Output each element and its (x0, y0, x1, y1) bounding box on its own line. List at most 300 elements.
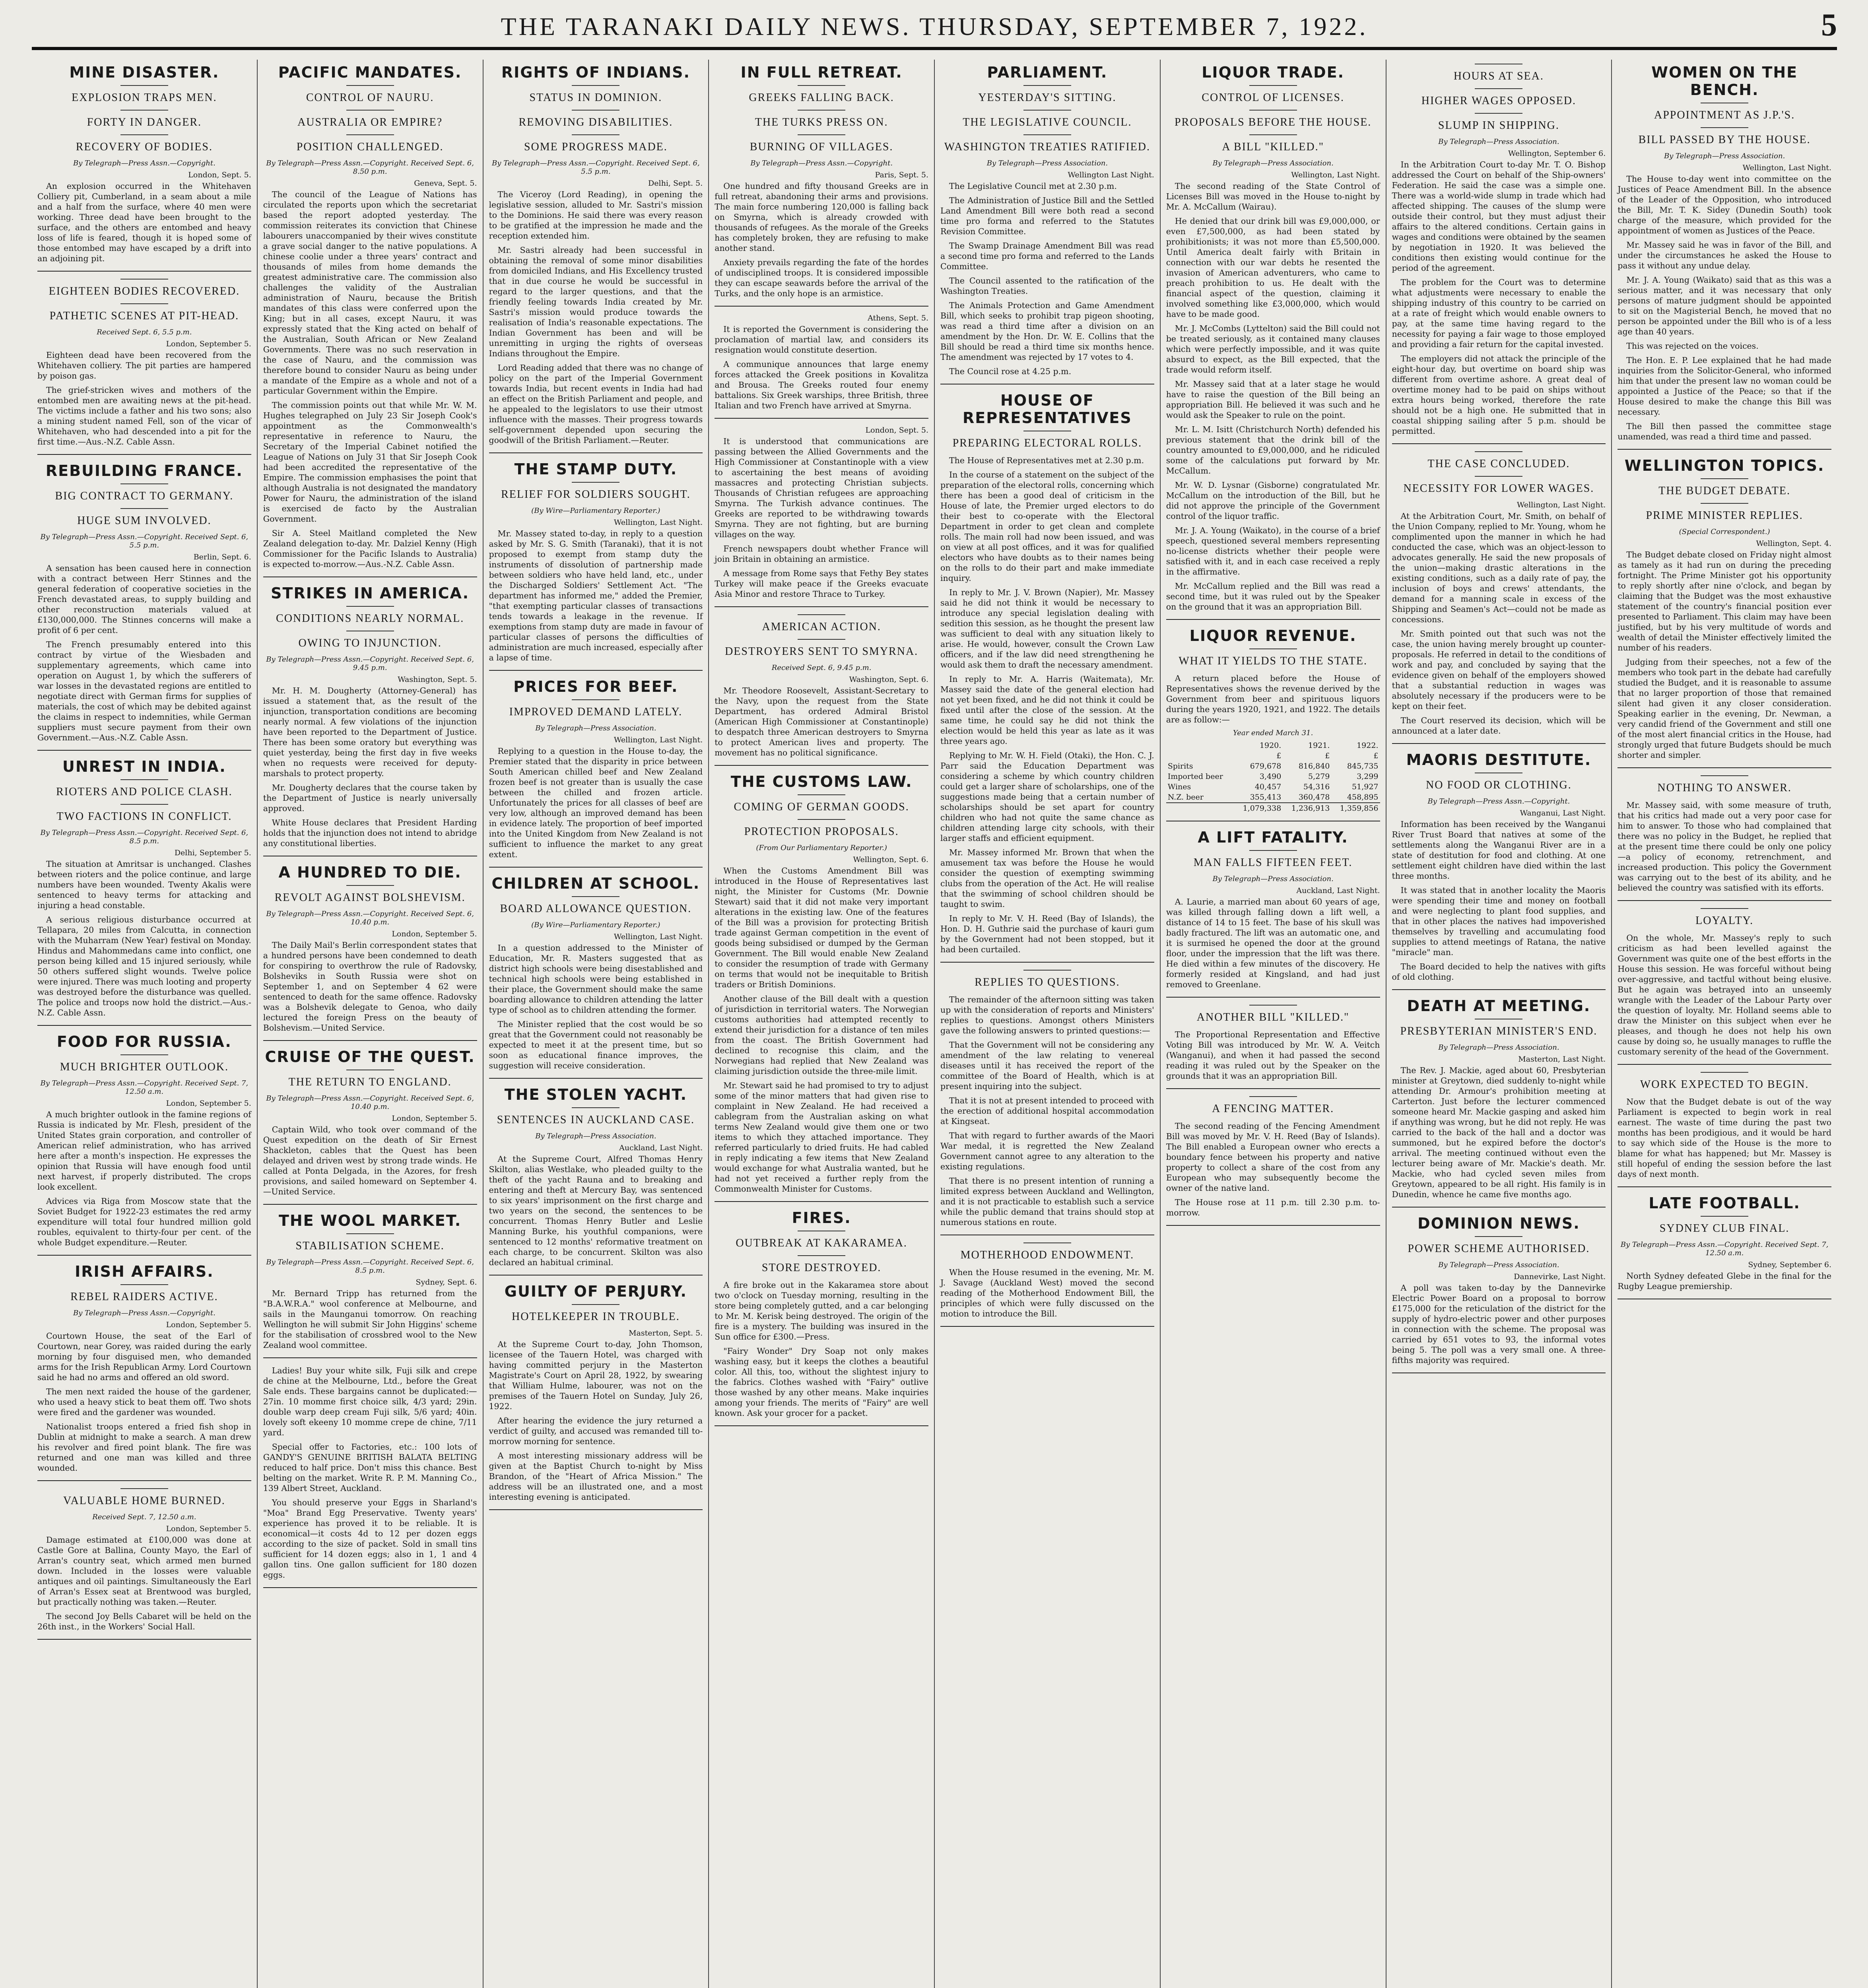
place-date: Wanganui, Last Night. (1520, 809, 1606, 817)
article-end-rule (263, 1204, 477, 1205)
article-end-rule (37, 271, 251, 272)
column-7 (1386, 60, 1612, 1988)
divider (1701, 1216, 1748, 1217)
article-headline: PACIFIC MANDATES. (278, 64, 462, 81)
article (263, 1048, 477, 1205)
divider (572, 896, 619, 897)
table-row (1166, 771, 1380, 782)
article-end-rule (940, 1326, 1154, 1327)
divider (1249, 648, 1297, 649)
table-cell: Imported beer (1167, 772, 1223, 781)
paragraph: Sir A. Steel Maitland completed the New Zealand delegation to-day. Mr. Dalziel Kenny (High Commissioner for the Pacific Islands to Australia) is expected to-morrow.—Aus.-N.Z. Cable Assn. (263, 528, 477, 569)
paragraph: Mr. Dougherty declares that the course taken by the Department of Justice is nearly universally approved. (263, 783, 477, 813)
paragraph: In a question addressed to the Minister of Education, Mr. R. Masters suggested that as district high schools were being disestablished and technical high schools were being established in their place, the Government should make the same boarding allowance to children attending the latter type of school as to children attending the former. (489, 943, 703, 1015)
paragraph: French newspapers doubt whether France will join Britain in obtaining an armistice. (715, 544, 928, 564)
place-date: Wellington, Last Night. (614, 932, 703, 941)
table-cell: 679,678 (1250, 762, 1282, 771)
paragraph: The employers did not attack the principle of the eight-hour day, but overtime on board ship was different from overtime ashore. A great deal of overtime money had to be paid on ships without extra hours being worked, therefore the rate should not be a high one. He submitted that in coastal shipping sailing after 5 p.m. should be permitted. (1392, 354, 1606, 436)
divider (572, 699, 619, 700)
place-date: Wellington, September 6. (1508, 149, 1606, 158)
article-subhead: MOTHERHOOD ENDOWMENT. (960, 1249, 1134, 1261)
article-subhead: RELIEF FOR SOLDIERS SOUGHT. (501, 488, 691, 501)
divider (346, 885, 394, 886)
column-5 (935, 60, 1161, 1988)
table-row (1166, 782, 1380, 792)
paragraph: Ladies! Buy your white silk, Fuji silk and crepe de chine at the Melbourne, Ltd., before the Great Sale ends. These bargains cannot be duplicated:—27in. 10 momme first choice silk, 4/3 yard; 29in. double warp deep cream Fuji silk, 5/6 yard; 40in. lovely soft ekeeny 10 momme crepe de chine, 7/11 yard. (263, 1366, 477, 1437)
paragraph: Mr. Stewart said he had promised to try to adjust some of the minor matters that had given rise to complaint in New Zealand. He had received a cablegram from the Australian asking on what terms New Zealand would give them one or two items to which they attached importance. They referred particularly to dried fruits. He had cabled in reply indicating a few items that New Zealand would exchange for what Australia wanted, but he had not yet received a further reply from the Commonwealth Minister for Customs. (715, 1081, 928, 1194)
article-subhead: SLUMP IN SHIPPING. (1438, 119, 1559, 132)
divider (1475, 451, 1522, 452)
article (715, 1209, 928, 1426)
table-cell: 1922. (1357, 741, 1379, 750)
article-end-rule (1166, 1225, 1380, 1226)
paragraph: The Board decided to help the natives with gifts of old clothing. (1392, 962, 1606, 982)
article-subhead: STATUS IN DOMINION. (529, 91, 662, 104)
article-subhead: ANOTHER BILL "KILLED." (1196, 1011, 1350, 1023)
article (715, 773, 928, 1202)
divider (1701, 478, 1748, 479)
paragraph: It is understood that communications are passing between the Allied Governments and the High Commissioner at Constantinople with a view to ascertaining the best means of avoiding massacres and protecting Christian subjects. Thousands of Christian refugees are approaching Smyrna. The Turkish advance continues. The Greeks are reported to be withdrawing towards Smyrna. They are not fighting, but are burning villages on the way. (715, 437, 928, 539)
article-subhead: OUTBREAK AT KAKARAMEA. (736, 1237, 907, 1249)
dateline: By Telegraph—Press Assn.—Copyright. Received Sept. 6, 5.5 p.m. (492, 159, 700, 176)
dateline: By Telegraph—Press Assn.—Copyright. Received Sept. 7, 12.50 a.m. (1620, 1241, 1829, 1257)
table-row (1166, 792, 1380, 803)
article (37, 462, 251, 751)
article-end-rule (489, 1509, 703, 1510)
paragraph: On the whole, Mr. Massey's reply to such criticism as had been levelled against the Government was quite one of the best efforts in the House this session. He was forceful without being over-aggressive, and tactful without being elusive. But he again was betrayed into an unseemly wrangle with the Leader of the Labour Party over the question of loyalty. Mr. Holland seems able to draw the Minister on this subject when ever he pleases, and though he does not help his own cause by doing so, he usually manages to ruffle the customary serenity of the head of the Government. (1618, 933, 1831, 1056)
newspaper-title: THE TARANAKI DAILY NEWS. THURSDAY, SEPTEMBER 7, 1922. (501, 12, 1368, 41)
place-date: London, September 5. (166, 1099, 251, 1108)
place-date: Delhi, September 5. (174, 848, 251, 857)
table-cell: 1,079,338 (1234, 803, 1283, 813)
paragraph: In reply to Mr. J. V. Brown (Napier), Mr. Massey said he did not think it would be necessary to introduce any special legislation dealing with sedition this session, as he thought the present law was sufficient to deal with any situation likely to arise. He would, however, consult the Crown Law officers, and if the law did need strengthening he would ask them to draft the necessary amendment. (940, 588, 1154, 670)
article (37, 279, 251, 455)
article-headline: FOOD FOR RUSSIA. (56, 1033, 232, 1050)
divider (120, 85, 168, 86)
column-3 (484, 60, 709, 1988)
table-cell: 458,895 (1347, 793, 1379, 802)
paragraph: The Viceroy (Lord Reading), in opening the legislative session, alluded to Mr. Sastri's mission to the Dominions. He said there was every reason to be gratified at the impression he made and the reception extended him. (489, 190, 703, 241)
article (1618, 457, 1831, 768)
article-subhead: PRESBYTERIAN MINISTER'S END. (1400, 1025, 1598, 1037)
table-cell: £ (1276, 751, 1282, 760)
paragraph: The House of Representatives met at 2.30 p.m. (949, 456, 1144, 465)
article-subhead: BILL PASSED BY THE HOUSE. (1638, 134, 1811, 146)
divider (1023, 1242, 1071, 1243)
divider (120, 279, 168, 280)
article-end-rule (489, 1275, 703, 1276)
article-end-rule (1618, 1064, 1831, 1065)
divider (1023, 134, 1071, 135)
divider (1023, 970, 1071, 971)
divider (798, 639, 845, 640)
dateline: By Telegraph—Press Assn.—Copyright. Received Sept. 6, 5.5 p.m. (40, 533, 249, 549)
divider (346, 134, 394, 135)
column-2 (258, 60, 484, 1988)
revenue-table (1166, 740, 1380, 813)
divider (120, 303, 168, 304)
paragraph: The situation at Amritsar is unchanged. Clashes between rioters and the police continue, and large numbers have been wounded. Twenty Akalis were sentenced to heavy terms for attacking and injuring a head constable. (37, 859, 251, 910)
newspaper-columns (32, 60, 1837, 1988)
article (1618, 1072, 1831, 1187)
article-subhead: STABILISATION SCHEME. (295, 1240, 445, 1252)
paragraph: At the Supreme Court, Alfred Thomas Henry Skilton, alias Westlake, who pleaded guilty to the theft of the yacht Rauna and to breaking and entering and theft at Mercury Bay, was sentenced to six years' imprisonment on the first charge and two years on the second, the sentences to be concurrent. Thomas Henry Butler and Leslie Manning Burke, his youthful companions, were sentenced to 12 months' reformative treatment on each charge, to be concurrent. Skilton was also declared an habitual criminal. (489, 1154, 703, 1267)
dateline: By Telegraph—Press Assn.—Copyright. Received Sept. 6, 8.50 p.m. (266, 159, 474, 176)
divider (1701, 127, 1748, 128)
dateline: By Telegraph—Press Assn.—Copyright. (73, 1309, 216, 1317)
article-subhead: TWO FACTIONS IN CONFLICT. (56, 810, 232, 823)
article-end-rule (489, 867, 703, 868)
article-headline: UNREST IN INDIA. (62, 758, 226, 775)
divider (346, 606, 394, 607)
dateline: (From Our Parliamentary Reporter.) (756, 844, 887, 852)
article (1618, 775, 1831, 901)
place-date: Geneva, Sept. 5. (414, 179, 477, 188)
article-subhead: CONTROL OF NAURU. (306, 91, 434, 104)
table-row (1166, 803, 1380, 813)
divider (120, 1488, 168, 1489)
divider (1249, 1005, 1297, 1006)
paragraph: Mr. Massey stated to-day, in reply to a question asked by Mr. S. G. Smith (Taranaki), that it is not proposed to exempt from stamp duty the instruments of dissolution of partnership made between soldiers who have held land, etc., under the Discharged Soldiers' Settlement Act. "The department has informed me," added the Premier, "that exempting particular classes of transactions tends towards a leakage in the revenue. If exemptions from stamp duty are made in favour of particular classes of persons the difficulties of administration are much increased, especially after a lapse of time. (489, 529, 703, 662)
article-headline: WELLINGTON TOPICS. (1624, 457, 1825, 474)
divider (1701, 1072, 1748, 1073)
divider (346, 1233, 394, 1234)
article-subhead: A FENCING MATTER. (1212, 1103, 1334, 1115)
article-subhead: DESTROYERS SENT TO SMYRNA. (725, 645, 918, 658)
paragraph: The second Joy Bells Cabaret will be held on the 26th inst., in the Workers' Social Hall. (37, 1611, 251, 1631)
table-cell (1166, 803, 1234, 813)
article-headline: A HUNDRED TO DIE. (278, 864, 462, 881)
table-cell: £ (1373, 751, 1379, 760)
paragraph: Mr. Massey said he was in favor of the Bill, and under the circumstances he asked the House to pass it without any undue delay. (1618, 240, 1831, 270)
divider (120, 804, 168, 805)
paragraph: Mr. J. A. Young (Waikato), in the course of a brief speech, questioned several members representing no-license districts whether their people were satisfied with it, and in each case received a reply in the affirmative. (1166, 526, 1380, 577)
paragraph: The council of the League of Nations has circulated the reports upon which the secretariat based the report adopted yesterday. The commission reiterates its conviction that Chinese labourers unaccompanied by their wives constitute a grave social danger to the native populations. A chinese coolie under a three years' contract and thousands of miles from home demands the greatest administrative care. The commission also challenges the validity of the Australian administration of Nauru, because the British mandates of this class were conferred upon the King; but in all cases, except Nauru, it was expressly stated that the King acted on behalf of the Australian, South African or New Zealand Governments. There was no such reservation in the case of Nauru, and the commission was therefore bound to consider Nauru as being under a mandate of the Empire as a whole and not of a particular Government within the Empire. (263, 190, 477, 396)
article (1392, 751, 1606, 990)
article-end-rule (715, 306, 928, 307)
article (489, 460, 703, 671)
article-end-rule (715, 1425, 928, 1426)
divider (120, 508, 168, 509)
article-subhead: FORTY IN DANGER. (87, 116, 202, 128)
article-end-rule (489, 670, 703, 671)
paragraph: Mr. McCallum replied and the Bill was read a second time, but it was ruled out by the Speaker on the ground that it was an appropriation Bill. (1166, 581, 1380, 612)
article-subhead: REMOVING DISABILITIES. (518, 116, 673, 128)
article-headline: FIRES. (792, 1209, 851, 1227)
place-date: Masterton, Last Night. (1518, 1055, 1606, 1064)
paragraph: The Proportional Representation and Effective Voting Bill was introduced by Mr. W. A. Veitch (Wanganui), and when it had passed the second reading it was ruled out by the Speaker on the grounds that it was an appropriation Bill. (1166, 1030, 1380, 1081)
article-headline: A LIFT FATALITY. (1198, 829, 1348, 846)
article-headline: GUILTY OF PERJURY. (504, 1283, 687, 1300)
table-row (1166, 740, 1380, 751)
article (263, 64, 477, 577)
paragraph: Nationalist troops entered a fried fish shop in Dublin at midnight to make a search. A man drew his revolver and fired point blank. The fire was returned and one man was killed and three wounded. (37, 1422, 251, 1473)
article-end-rule (1166, 619, 1380, 620)
article-subhead: SOME PROGRESS MADE. (524, 141, 668, 153)
dateline: By Telegraph—Press Association. (986, 159, 1108, 167)
divider (1249, 110, 1297, 111)
paragraph: Mr. Bernard Tripp has returned from the "B.A.W.R.A." wool conference at Melbourne, and sails in the Maunganui tomorrow. On reaching Wellington he will submit Sir John Higgins' scheme for the stabilisation of crossbred wool to the New Zealand wool committee. (263, 1289, 477, 1350)
article (715, 314, 928, 419)
paragraph: The grief-stricken wives and mothers of the entombed men are awaiting news at the pit-head. The victims include a father and his two sons; also a mining student named Fell, son of the vicar of Whitehaven, who had descended into a pit for the first time.—Aus.-N.Z. Cable Assn. (37, 385, 251, 447)
place-date: Sydney, Sept. 6. (416, 1278, 477, 1287)
dateline: By Telegraph—Press Association. (1212, 875, 1334, 883)
article-end-rule (263, 1357, 477, 1358)
place-date: London, Sept. 5. (188, 171, 251, 179)
place-date: Sydney, September 6. (1748, 1260, 1831, 1269)
article-end-rule (715, 1201, 928, 1202)
article-end-rule (37, 1639, 251, 1640)
article-subhead: PATHETIC SCENES AT PIT-HEAD. (49, 310, 239, 322)
dateline: By Telegraph—Press Assn.—Copyright. Received Sept. 6, 10.40 p.m. (266, 910, 474, 926)
place-date: London, September 5. (392, 930, 477, 938)
article-end-rule (37, 1480, 251, 1481)
dateline: By Telegraph—Press Assn.—Copyright. Received Sept. 6, 10.40 p.m. (266, 1094, 474, 1111)
article (37, 758, 251, 1026)
table-cell: 1921. (1308, 741, 1330, 750)
table-cell: 1920. (1259, 741, 1282, 750)
dateline: (By Wire—Parliamentary Reporter.) (531, 921, 660, 929)
paragraph: A. Laurie, a married man about 60 years of age, was killed through falling down a lift well, a distance of 14 to 15 feet. The base of his skull was badly fractured. The lift was an automatic one, and it is surmised he opened the door at the ground floor, under the impression that the lift was there. He died within a few minutes of the discovery. He formerly resided at Kingsland, and had just removed to Greenlane. (1166, 897, 1380, 989)
divider (798, 1255, 845, 1256)
divider (798, 819, 845, 820)
article (1166, 64, 1380, 620)
place-date: London, Sept. 5. (865, 426, 928, 435)
article-subhead: LOYALTY. (1695, 914, 1754, 927)
dateline: By Telegraph—Press Association. (535, 724, 656, 732)
article-subhead: MAN FALLS FIFTEEN FEET. (1193, 856, 1353, 869)
place-date: Dannevirke, Last Night. (1514, 1272, 1606, 1281)
paragraph: The House rose at 11 p.m. till 2.30 p.m. to-morrow. (1166, 1198, 1380, 1217)
paragraph: Now that the Budget debate is out of the way Parliament is expected to begin work in real earnest. The waste of time during the past two months has been prodigious, and it would be hard to say which side of the House is the more to blame for what has happened; but Mr. Massey is still hopeful of ending the session before the last days of next month. (1618, 1097, 1831, 1179)
article (1166, 1096, 1380, 1226)
paragraph: That the Government will not be considering any amendment of the law relating to venereal diseases until it has received the report of the committee of the Board of Health, which is at present inquiring into the subject. (940, 1040, 1154, 1091)
article (1392, 997, 1606, 1208)
divider (1475, 476, 1522, 477)
paragraph: Lord Reading added that there was no change of policy on the part of the Imperial Government towards India, but recent events in India had had an effect on the British Parliament and people, and he appealed to the legislators to use their utmost influence with the masses. Their progress towards self-government depended upon securing the goodwill of the British Parliament.—Reuter. (489, 363, 703, 445)
paragraph: The House to-day went into committee on the Justices of Peace Amendment Bill. In the absence of the Leader of the Opposition, who introduced the Bill, Mr. T. K. Sidey (Dunedin South) took charge of the measure, which provided for the appointment of women as Justices of the Peace. (1618, 174, 1831, 235)
article-subhead: WORK EXPECTED TO BEGIN. (1640, 1078, 1809, 1091)
article-subhead: APPOINTMENT AS J.P.'S. (1654, 109, 1795, 121)
article-headline: CRUISE OF THE QUEST. (265, 1048, 475, 1066)
article-end-rule (489, 452, 703, 453)
paragraph: Mr. Smith pointed out that such was not the case, the union having merely brought up counter-proposals. He referred in detail to the conditions of work and pay, and concluded by saying that the evidence given on behalf of the employers showed that a substantial reduction in wages was absolutely necessary if the producers were to be kept on their feet. (1392, 629, 1606, 711)
article-headline: IRISH AFFAIRS. (75, 1263, 214, 1280)
column-1 (32, 60, 258, 1988)
article-end-rule (1618, 767, 1831, 768)
article-subhead: BIG CONTRACT TO GERMANY. (55, 490, 234, 502)
dateline: Received Sept. 7, 12.50 a.m. (92, 1513, 196, 1521)
table-cell: 40,457 (1254, 782, 1282, 791)
article (263, 1212, 477, 1358)
dateline: Received Sept. 6, 5.5 p.m. (97, 328, 192, 336)
paragraph: That it is not at present intended to proceed with the erection of additional hospital accommodation at Kingseat. (940, 1096, 1154, 1126)
article-subhead: PROTECTION PROPOSALS. (744, 825, 899, 838)
paragraph: Mr. Sastri already had been successful in obtaining the removal of some minor disabilities from domiciled Indians, and His Excellency trusted that in due course he would be successful in regard to the larger questions, and that the friendly feeling towards India created by Mr. Sastri's mission would produce towards the realisation of India's reasonable expectations. The Indian Government has been and will be unremitting in urging the rights of overseas Indians throughout the Empire. (489, 245, 703, 358)
article-subhead: WHAT IT YIELDS TO THE STATE. (1179, 655, 1368, 667)
table-cell: 5,279 (1308, 772, 1330, 781)
paragraph: In reply to Mr. A. Harris (Waitemata), Mr. Massey said the date of the general election had not yet been fixed, and he did not think it could be fixed until after the close of the session. At the same time, he could say he did not think the election would be held this year as late as it was three years ago. (940, 674, 1154, 746)
place-date: Wellington, Sept. 6. (853, 855, 928, 864)
article (489, 1086, 703, 1276)
table-cell: 51,927 (1352, 782, 1379, 791)
paragraph: Courtown House, the seat of the Earl of Courtown, near Gorey, was raided during the early morning by four disguised men, who demanded arms for the Irish Republican Army. Lord Courtown said he had no arms and offered an old sword. (37, 1331, 251, 1382)
paragraph: One hundred and fifty thousand Greeks are in full retreat, abandoning their arms and provisions. The main force numbering 120,000 is falling back on Smyrna, which is already crowded with thousands of refugees. As the morale of the Greeks has completely broken, they are refusing to make another stand. (715, 181, 928, 253)
article-end-rule (263, 1040, 477, 1041)
place-date: Auckland, Last Night. (1296, 886, 1380, 895)
paragraph: The Hon. E. P. Lee explained that he had made inquiries from the Solicitor-General, who informed him that under the present law no woman could be appointed a Justice of the Peace; so that if the House desired to make the change this Bill was necessary. (1618, 355, 1831, 417)
paragraph: The French presumably entered into this contract by virtue of the Wiesbaden and supplementary agreements, which came into operation on August 1, by which the sufferers of war losses in the devastated regions are entitled to negotiate direct with German firms for supplies of materials, the cost of which may be debited against the claims in respect to indemnities, while German suppliers must secure payment from their own Government.—Aus.-N.Z. Cable Assn. (37, 640, 251, 742)
place-date: Delhi, Sept. 5. (648, 179, 703, 188)
dateline: By Telegraph—Press Assn.—Copyright. Received Sept. 6, 9.45 p.m. (266, 655, 474, 672)
dateline: By Telegraph—Press Assn.—Copyright. (1427, 797, 1570, 806)
paragraph: The Animals Protection and Game Amendment Bill, which seeks to prohibit trap pigeon shooting, was read a third time after a division on an amendment by the Hon. Dr. W. E. Collins that the Bill should be read a third time six months hence. The amendment was rejected by 17 votes to 4. (940, 301, 1154, 362)
paragraph: Damage estimated at £100,000 was done at Castle Gore at Ballina, County Mayo, the Earl of Arran's country seat, which armed men burned down. Included in the losses were valuable antiques and oil paintings. Simultaneously the Earl of Arran's Essex seat at Brentwood was burgled, but practically nothing was taken.—Reuter. (37, 1535, 251, 1607)
article-subhead: YESTERDAY'S SITTING. (978, 91, 1117, 104)
divider (798, 794, 845, 795)
article-headline: LIQUOR TRADE. (1202, 64, 1345, 81)
article (1166, 1005, 1380, 1089)
article-end-rule (1392, 443, 1606, 444)
table-cell: N.Z. beer (1167, 793, 1204, 802)
place-date: Wellington Last Night. (1068, 171, 1154, 179)
article-subhead: HOTELKEEPER IN TROUBLE. (512, 1310, 680, 1323)
article-end-rule (715, 765, 928, 766)
article-subhead: PREPARING ELECTORAL ROLLS. (952, 437, 1142, 449)
paragraph: At the Supreme Court to-day, John Thomson, licensee of the Tauern Hotel, was charged with having committed perjury in the Masterton Magistrate's Court on April 28, 1922, by swearing that William Hulme, labourer, was not on the premises of the Tauern Hotel on Sunday, July 26, 1922. (489, 1340, 703, 1411)
article (940, 64, 1154, 384)
article (1392, 64, 1606, 444)
paragraph: A fire broke out in the Kakaramea store about two o'clock on Tuesday morning, resulting in the store being completely gutted, and a car belonging to Mr. M. Kerisk being destroyed. The origin of the fire is a mystery. The building was insured in the Sun office for £300.—Press. (715, 1280, 928, 1342)
paragraph: The second reading of the State Control of Licenses Bill was moved in the House to-night by Mr. A. McCallum (Wairau). (1166, 181, 1380, 212)
dateline: By Telegraph—Press Association. (1438, 1261, 1559, 1269)
dateline: By Telegraph—Press Association. (1438, 138, 1559, 146)
article-subhead: GREEKS FALLING BACK. (749, 91, 894, 104)
paragraph: A communique announces that large enemy forces attacked the Greek positions in Kovalitza and Brousa. The Greeks routed four enemy battalions. Six Greek warships, three British, three Italian and two French have arrived at Smyrna. (715, 359, 928, 410)
article-subhead: NO FOOD OR CLOTHING. (1426, 779, 1572, 791)
article-headline: REBUILDING FRANCE. (45, 462, 243, 480)
divider (798, 134, 845, 135)
article-headline: THE WOOL MARKET. (278, 1212, 462, 1229)
paragraph: That with regard to further awards of the Maori War medal, it is regretted the New Zealand Government cannot agree to any alteration to the existing regulations. (940, 1131, 1154, 1171)
divider (1249, 1096, 1297, 1097)
masthead (32, 0, 1837, 48)
paragraph: The Administration of Justice Bill and the Settled Land Amendment Bill were both read a second time pro forma and referred to the Statutes Revision Committee. (940, 196, 1154, 236)
article-headline: DOMINION NEWS. (1418, 1215, 1580, 1232)
table-caption: Year ended March 31. (1233, 729, 1313, 737)
article-subhead: HUGE SUM INVOLVED. (77, 514, 212, 527)
article (489, 1283, 703, 1510)
table-cell (1166, 740, 1234, 751)
article-subhead: SENTENCES IN AUCKLAND CASE. (497, 1114, 695, 1126)
article-subhead: BOARD ALLOWANCE QUESTION. (500, 903, 692, 915)
page-number: 5 (1821, 8, 1837, 43)
article-subhead: WASHINGTON TREATIES RATIFIED. (944, 141, 1150, 153)
article-end-rule (37, 454, 251, 455)
article-subhead: BURNING OF VILLAGES. (750, 141, 893, 153)
place-date: Berlin, Sept. 6. (193, 553, 251, 561)
paragraph: North Sydney defeated Glebe in the final for the Rugby League premiership. (1618, 1271, 1831, 1291)
article (1392, 1215, 1606, 1373)
article-subhead: PRIME MINISTER REPLIES. (1646, 509, 1803, 522)
dateline: By Telegraph—Press Assn.—Copyright. Received Sept. 6, 8.5 p.m. (40, 829, 249, 845)
paragraph: Judging from their speeches, not a few of the members who took part in the debate had carefully studied the Budget, and it is reasonable to assume that no larger proportion of those that remained silent had given it any closer consideration. Speaking earlier in the evening, Dr. Newman, a very candid friend of the Government and still one of the most alert financial critics in the House, had strongly urged that future Budgets should be much shorter and simpler. (1618, 657, 1831, 760)
table-row (1166, 751, 1380, 761)
place-date: Auckland, Last Night. (619, 1143, 703, 1152)
paragraph: The Rev. J. Mackie, aged about 60, Presbyterian minister at Greytown, died suddenly to-night while attending Dr. Armour's prohibition meeting at Carterton. Just before the lecturer commenced someone heard Mr. Mackie gasping and asked him if anything was wrong, but he did not reply. He was carried to the back of the hall and a doctor was summoned, but he expired before the doctor's arrival. The meeting continued without even the lecturer being aware of Mr. Mackie's death. Mr. Mackie, who had cycled seven miles from Greytown, appeared to be all right. His family is in Dunedin, whence he came five months ago. (1392, 1066, 1606, 1199)
paragraph: It is reported the Government is considering the proclamation of martial law, and considers its resignation would constitute desertion. (715, 324, 928, 355)
article (489, 64, 703, 453)
article-headline: STRIKES IN AMERICA. (271, 584, 470, 602)
paragraph: Mr. Massey said, with some measure of truth, that his critics had made out a very poor case for him to answer. To those who had complained that there was no policy in the Budget, he replied that at the present time there could be only one policy—a policy of economy, retrenchment, and increased production. This policy the Government was carrying out to the best of its ability, and he believed the country was satisfied with its efforts. (1618, 800, 1831, 893)
paragraph: When the House resumed in the evening, Mr. M. J. Savage (Auckland West) moved the second reading of the Motherhood Endowment Bill, the principles of which were fully discussed on the motion to introduce the Bill. (940, 1268, 1154, 1318)
article-subhead: RIOTERS AND POLICE CLASH. (56, 786, 233, 798)
article (1166, 627, 1380, 821)
article-headline: PRICES FOR BEEF. (513, 678, 678, 695)
article-subhead: THE BUDGET DEBATE. (1658, 485, 1791, 497)
place-date: London, September 5. (166, 1524, 251, 1533)
divider (1249, 134, 1297, 135)
table-cell: 360,478 (1298, 793, 1330, 802)
article-end-rule (37, 750, 251, 751)
article-headline: PARLIAMENT. (987, 64, 1108, 81)
place-date: Washington, Sept. 5. (398, 675, 477, 684)
paragraph: Mr. Massey informed Mr. Brown that when the amusement tax was before the House he would consider the question of exempting swimming clubs from the operation of the Act. He will realise that the swimming of school children should be taught to swim. (940, 848, 1154, 909)
article-headline: DEATH AT MEETING. (1407, 997, 1591, 1015)
article (489, 678, 703, 868)
article-headline: LIQUOR REVENUE. (1189, 627, 1357, 645)
article (715, 426, 928, 607)
article-end-rule (37, 1025, 251, 1026)
paragraph: Mr. J. A. Young (Waikato) said that as this was a serious matter, and it was necessary that only persons of mature judgment should be appointed to sit on the Magisterial Bench, he moved that no person be appointed under the Bill who is of a less age than 40 years. (1618, 275, 1831, 336)
article (1392, 451, 1606, 744)
place-date: London, September 5. (166, 340, 251, 348)
article-end-rule (1392, 989, 1606, 990)
article-subhead: AMERICAN ACTION. (762, 621, 881, 633)
article (37, 1263, 251, 1481)
dateline: (By Wire—Parliamentary Reporter.) (531, 507, 660, 515)
article (37, 64, 251, 272)
paragraph: An explosion occurred in the Whitehaven Colliery pit, Cumberland, in a seam about a mile and a half from the surface, where 40 men were working. Three dead have been brought to the surface, and the others are entombed and heavy loss of life is feared, though it is hoped some of those entombed may have escaped by a drift into an adjoining pit. (37, 181, 251, 263)
divider (572, 1304, 619, 1305)
article (489, 875, 703, 1079)
article-subhead: COMING OF GERMAN GOODS. (734, 801, 909, 813)
article-subhead: THE TURKS PRESS ON. (755, 116, 888, 128)
divider (1023, 85, 1071, 86)
paragraph: The Court reserved its decision, which will be announced at a later date. (1392, 716, 1606, 736)
article-subhead: REBEL RAIDERS ACTIVE. (70, 1291, 218, 1303)
article-headline: WOMEN ON THE BENCH. (1651, 64, 1798, 99)
table-cell: 816,840 (1298, 762, 1330, 771)
dateline: By Telegraph—Press Association. (1212, 159, 1334, 167)
dateline: By Telegraph—Press Assn.—Copyright. (750, 159, 893, 167)
article (37, 1488, 251, 1640)
paragraph: A most interesting missionary address will be given at the Baptist Church to-night by Miss Brandon, of the "Heart of Africa Mission." The address will be an illustrated one, and a most interesting evening is anticipated. (489, 1451, 703, 1502)
divider (346, 110, 394, 111)
article (263, 584, 477, 856)
article-end-rule (715, 606, 928, 607)
paragraph: The problem for the Court was to determine what adjustments were necessary to enable the shipping industry of this country to be carried on at a rate of freight which would enable owners to pay, at the same time having regard to the necessity for paying a fair wage to those employed and providing a fair return for the capital invested. (1392, 278, 1606, 349)
paragraph: The second reading of the Fencing Amendment Bill was moved by Mr. V. H. Reed (Bay of Islands). The Bill enabled a European owner who erects a boundary fence between his property and native property to collect a share of the cost from any European who may subsequently become the owner of the native land. (1166, 1121, 1380, 1193)
table-cell: 1,236,913 (1283, 803, 1331, 813)
paragraph: The commission points out that while Mr. W. M. Hughes telegraphed on July 23 Sir Joseph Cook's appointment as the Commonwealth's representative in reference to Nauru, the Secretary of the Imperial Cabinet notified the League of Nations on July 31 that Sir Joseph Cook had been accredited the representative of the Empire. The commission emphasises the point that although Australia is not designated the mandatory Power for Nauru, the administration of the island is exercised de facto by the Australian Government. (263, 400, 477, 524)
paragraph: Eighteen dead have been recovered from the Whitehaven colliery. The pit parties are hampered by poison gas. (37, 350, 251, 381)
divider (120, 134, 168, 135)
divider (346, 85, 394, 86)
paragraph: Replying to Mr. W. H. Field (Otaki), the Hon. C. J. Parr said the Education Department was considering a scheme by which country children could get a larger share of scholarships, one of the suggestions made being that a certain number of scholarships should be set apart for country children who had not quite the same chance as children attending large city schools, with their larger staffs and efficient equipment. (940, 751, 1154, 843)
column-4 (709, 60, 935, 1988)
paragraph: That there is no present intention of running a limited express between Auckland and Wellington, and it is not practicable to establish such a service while the public demand that trains should stop at numerous stations en route. (940, 1176, 1154, 1227)
